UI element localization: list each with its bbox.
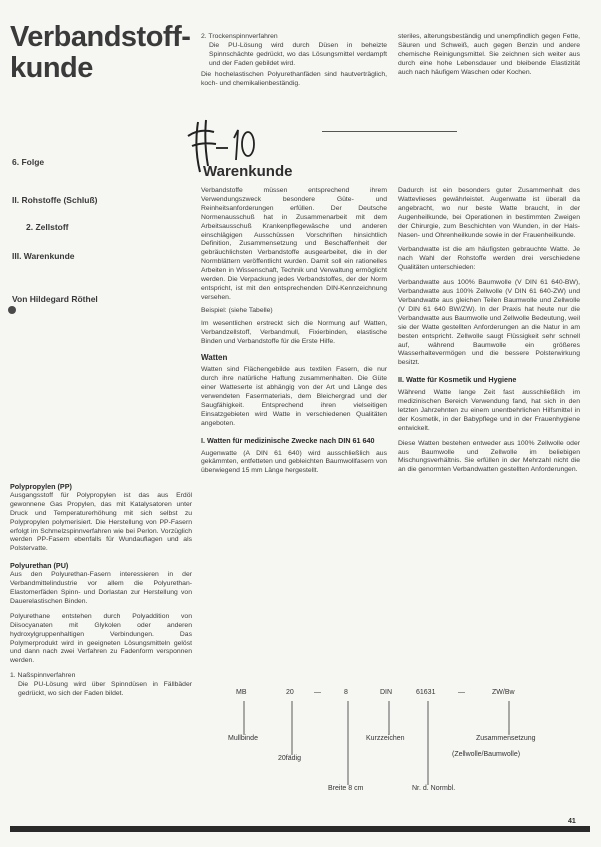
diagram-code-dash-1: — [314, 689, 321, 696]
wk-paragraph-2: Beispiel: (siehe Tabelle) [201, 306, 273, 314]
med-paragraph: Augenwatte (A DIN 61 640) wird ausschließlich aus gekämmten, entfetteten und gebleichten Baumwollfasern von überwiegend 15 mm Länge hergestellt. [201, 449, 387, 475]
watten-heading: Watten [201, 353, 228, 363]
left-column [10, 483, 192, 701]
sidebar-item-zellstoff: 2. Zellstoff [26, 222, 69, 232]
item2-text: Die PU-Lösung wird durch Düsen in beheizte Spinnschächte gedrückt, wo das Lösungsmittel verdampft und der Faden gebildet wird. [209, 41, 387, 67]
right-paragraph-3: Verbandwatte aus 100% Baumwolle (V DIN 61 640-BW), Verbandwatte aus 100% Zellwolle (V DIN 61 640-ZW) und Verbandwatte aus gleichen Teilen Baumwolle und Zellwolle (V DIN 61 640 BW/ZW). In der Praxis hat heute nur die Verbandwatte aus Baumwolle und Zellwolle Bedeutung, weil sie der Watte gestellten Anforderungen an die Natur in am besten entspricht. Zellwolle saugt Flüssigkeit sehr schnell auf, während Baumwolle ein größeres Wasserhaltevermögen und die bessere Polsterwirkung besitzt. [398, 279, 580, 367]
diagram-code-mb: MB [236, 689, 247, 696]
diagram-code-20: 20 [286, 689, 294, 696]
item2-heading: 2. Trockenspinnverfahren [201, 33, 278, 40]
diagram-code-din: DIN [380, 689, 393, 696]
author-byline: Von Hildegard Röthel [12, 294, 98, 304]
diagram-code-zw-bw: ZW/Bw [492, 689, 515, 696]
section-heading-warenkunde: Warenkunde [203, 163, 293, 180]
diagram-code-8: 8 [344, 689, 348, 696]
sidebar-item-warenkunde: III. Warenkunde [12, 251, 75, 261]
diagram-label-breite: Breite 8 cm [328, 785, 364, 792]
pu-paragraph-2: Polyurethane entstehen durch Polyaddition von Diisocyanaten mit Glykolen oder anderen hydroxylgruppenhaltigen Verbindungen. Das Polymerprodukt wird in geeigneten Lösungsmitteln gelöst und dann nach zwei Verfahren zu Fadenform versponnen werden. [10, 612, 192, 665]
item2-continuation: Die hochelastischen Polyurethanfäden sind hautverträglich, koch- und chemikalienbeständig. [201, 70, 387, 87]
sidebar-item-folge: 6. Folge [12, 157, 45, 167]
list-1-heading: 1. Naßspinnverfahren [10, 672, 76, 680]
page-number: 41 [568, 818, 576, 825]
wk-paragraph-1: Verbandstoffe müssen entsprechend ihrem Verwendungszweck besondere Güte- und Reinheitsanforderungen erfüllen. Der Deutsche Normenausschuß hat in Zusammenarbeit mit dem Arbeitsausschuß Krankenpflegewäsche und anderen einschlägigen Ausschüssen Vorschriften hinsichtlich Definition, Zusammensetzung und Beschaffenheit der gebräuchlichsten Verbandstoffe ausgearbeitet, die in der Normblättern veröffentlicht wurden. Damit soll ein rationelles Arbeiten in Wissenschaft, Technik und Verwaltung ermöglicht werden. Die Verpackung jedes Verbandstoffes, der der Norm entspricht, ist mit den entsprechenden DIN-Kennzeichnung versehen. [201, 187, 387, 301]
din-label-diagram [214, 679, 554, 799]
diagram-label-20fadig: 20fädig [278, 755, 301, 762]
diagram-label-normblatt: Nr. d. Normbl. [412, 785, 456, 792]
diagram-label-kurzzeichen: Kurzzeichen [366, 735, 405, 742]
kosmetik-heading: II. Watte für Kosmetik und Hygiene [398, 375, 517, 385]
pp-heading: Polypropylen (PP) [10, 482, 72, 491]
diagram-code-norm: 61631 [416, 689, 436, 696]
kosmetik-paragraph-1: Während Watte lange Zeit fast ausschließlich im medizinischen Bereich Verwendung fand, hat sich in den letzten Jahrzehnten zu einem unentbehrlichen Hilfsmittel in der Kosmetik, in der Babypflege und in der Frauenhygiene entwickelt. [398, 389, 580, 432]
sidebar-item-rohstoffe: II. Rohstoffe (Schluß) [12, 195, 98, 205]
kosmetik-paragraph-2: Diese Watten bestehen entweder aus 100% Zellwolle oder aus Baumwolle und Zellwolle im beliebigen Mischungsverhältnis. Sie erfüllen in der Mehrzahl nicht die an die genormten Verbandwatten gestellten Anforderungen. [398, 439, 580, 474]
right-top-paragraph: steriles, alterungsbeständig und unempfindlich gegen Fette, Säuren und Schweiß, auch gegen Benzin und andere chemische Reinigungsmittel. Sie zeichnen sich weiter aus durch eine hohe Lebensdauer und bleibende Elastizität auch nach häufigem Waschen oder Kochen. [398, 33, 580, 76]
pu-heading: Polyurethan (PU) [10, 561, 69, 571]
list-1-text: Die PU-Lösung wird über Spinndüsen in Fällbäder gedrückt, wo sich der Faden bildet. [18, 681, 192, 698]
article-title: Verbandstoff- kunde [10, 21, 191, 84]
pp-paragraph: Ausgangsstoff für Polypropylen ist das aus Erdöl gewonnene Gas Propylen, das mit Katalysatoren unter Druck und Temperaturerhöhung mit sich selbst zu Polypropylen polymerisiert. Die Herstellung von PP-Fasern erfolgt im Schmelzspinnverfahren wie bei Perlon. Vorzüglich werden PP-Fasern ebenfalls für Wundauflagen und als Polstervatte. [10, 491, 192, 553]
bullet-dot [8, 306, 16, 314]
middle-top [201, 33, 387, 90]
bottom-rule [10, 826, 590, 832]
diagram-label-mullbinde: Mullbinde [228, 735, 258, 742]
divider [322, 131, 457, 132]
diagram-label-zellwolle-baumwolle: (Zellwolle/Baumwolle) [452, 751, 521, 758]
med-heading: I. Watten für medizinische Zwecke nach DIN 61 640 [201, 435, 375, 445]
right-column [398, 187, 580, 477]
watten-paragraph: Watten sind Flächengebilde aus textilen Fasern, die nur durch ihre natürliche Haftung zusammenhalten. Die Güte einer Watteserte ist abhängig von der Art und Länge des verwendeten Fasermaterials, dem Bleichergrad und der Saugfähigkeit. Entsprechend ihren vielseitigen Einsatzgebieten wird Watte in verschiedenen Qualitäten angeboten. [201, 366, 387, 427]
wk-paragraph-3: Im wesentlichen erstreckt sich die Normung auf Watten, Verbandzellstoff, Verbandmull, Fixierbinden, elastische Binden und Verbandstoffe für die Erste Hilfe. [201, 319, 387, 345]
middle-column [201, 187, 387, 478]
right-paragraph-2: Verbandwatte ist die am häufigsten gebrauchte Watte. Je nach Wahl der Rohstoffe werden drei verschiedene Qualitäten unterschieden: [398, 246, 580, 272]
right-top [398, 33, 580, 80]
right-paragraph-1: Dadurch ist ein besonders guter Zusammenhalt des Wattevlieses gewährleistet. Augenwatte ist überall da angebracht, wo nur beste Watte braucht, in der Augenheilkunde, bei Operationen in bestimmten Zweigen der Chirurgie, zum Beschichten von Wunden, in der Hals-Nasen- und Ohrenheilkunde sowie in der Frauenheilkunde. [398, 187, 580, 239]
diagram-label-zusammensetzung: Zusammensetzung [476, 735, 536, 742]
diagram-code-dash-2: — [458, 689, 465, 696]
pu-paragraph-1: Aus den Polyurethan-Fasern interessieren in der Verbandmittelindustrie vor allem die Polyurethan-Elastomerfäden Spinn- und Dorlastan zur Herstellung von Dauerelastischen Binden. [10, 571, 192, 605]
